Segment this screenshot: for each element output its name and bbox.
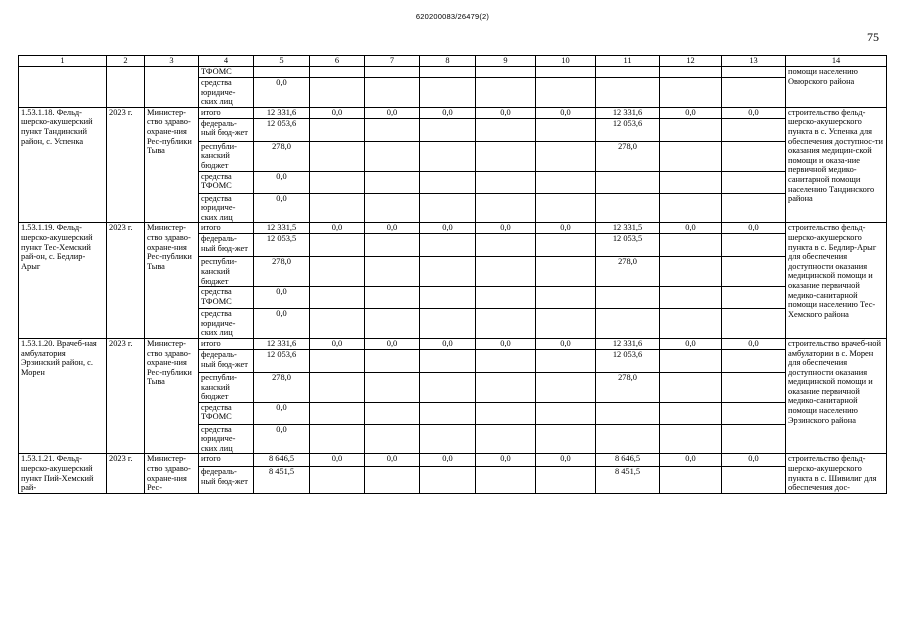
- value-cell: [660, 118, 722, 141]
- value-cell: 0,0: [722, 338, 786, 349]
- value-cell: [476, 78, 536, 108]
- value-cell: [420, 193, 476, 223]
- value-cell: 12 331,5: [254, 223, 310, 234]
- value-cell: [596, 193, 660, 223]
- value-cell: 0,0: [420, 107, 476, 118]
- empty-cell: [107, 67, 145, 108]
- funding-source: средства ТФОМС: [199, 402, 254, 424]
- funding-source: республи-канский бюджет: [199, 372, 254, 402]
- value-cell: [722, 257, 786, 287]
- value-cell: [536, 372, 596, 402]
- table-row: [19, 67, 887, 78]
- value-cell: [420, 141, 476, 171]
- column-header: 13: [722, 56, 786, 67]
- year-cell: 2023 г.: [107, 454, 145, 493]
- value-cell: [310, 234, 365, 257]
- column-header: 10: [536, 56, 596, 67]
- value-cell: [420, 309, 476, 339]
- value-cell: [420, 424, 476, 454]
- value-cell: 8 451,5: [596, 467, 660, 494]
- funding-source: итого: [199, 338, 254, 349]
- value-cell: 278,0: [596, 257, 660, 287]
- value-cell: [310, 78, 365, 108]
- funding-source: федераль-ный бюд-жет: [199, 467, 254, 494]
- value-cell: [660, 402, 722, 424]
- column-header: 2: [107, 56, 145, 67]
- funding-source: федераль-ный бюд-жет: [199, 118, 254, 141]
- value-cell: [310, 67, 365, 78]
- value-cell: 0,0: [722, 107, 786, 118]
- value-cell: 12 331,6: [254, 338, 310, 349]
- value-cell: [365, 67, 420, 78]
- value-cell: 0,0: [310, 338, 365, 349]
- value-cell: [420, 467, 476, 494]
- funding-source: средства юридиче-ских лиц: [199, 424, 254, 454]
- value-cell: [722, 372, 786, 402]
- column-header: 7: [365, 56, 420, 67]
- table-row: [19, 338, 887, 349]
- value-cell: 12 331,5: [596, 223, 660, 234]
- value-cell: [365, 234, 420, 257]
- value-cell: [722, 141, 786, 171]
- value-cell: [660, 372, 722, 402]
- value-cell: 8 646,5: [254, 454, 310, 467]
- funding-source: средства юридиче-ских лиц: [199, 193, 254, 223]
- value-cell: [476, 424, 536, 454]
- value-cell: [476, 349, 536, 372]
- value-cell: [660, 234, 722, 257]
- value-cell: [310, 193, 365, 223]
- value-cell: 0,0: [476, 338, 536, 349]
- executor-cell: Министер-ство здраво-охране-ния Рес-публики Тыва: [145, 338, 199, 454]
- table-header: [19, 56, 887, 67]
- value-cell: 12 053,6: [254, 349, 310, 372]
- value-cell: [596, 171, 660, 193]
- value-cell: [536, 467, 596, 494]
- value-cell: [660, 193, 722, 223]
- funding-source: ТФОМС: [199, 67, 254, 78]
- value-cell: 0,0: [365, 107, 420, 118]
- value-cell: [476, 287, 536, 309]
- funding-source: федераль-ный бюд-жет: [199, 234, 254, 257]
- funding-source: средства ТФОМС: [199, 171, 254, 193]
- executor-cell: Министер-ство здраво-охране-ния Рес-публики Тыва: [145, 223, 199, 339]
- value-cell: [596, 424, 660, 454]
- value-cell: [536, 349, 596, 372]
- value-cell: [365, 257, 420, 287]
- value-cell: 8 646,5: [596, 454, 660, 467]
- value-cell: [476, 118, 536, 141]
- value-cell: 0,0: [365, 223, 420, 234]
- value-cell: [310, 171, 365, 193]
- funding-source: итого: [199, 223, 254, 234]
- value-cell: [365, 309, 420, 339]
- value-cell: [310, 287, 365, 309]
- value-cell: 12 053,5: [596, 234, 660, 257]
- value-cell: 0,0: [536, 223, 596, 234]
- value-cell: [536, 424, 596, 454]
- value-cell: [536, 78, 596, 108]
- activity-name: 1.53.1.18. Фельд-шерско-акушерский пункт Тандинский район, с. Успенка: [19, 107, 107, 223]
- column-header: 8: [420, 56, 476, 67]
- value-cell: 12 053,6: [254, 118, 310, 141]
- value-cell: [420, 402, 476, 424]
- value-cell: 0,0: [310, 223, 365, 234]
- value-cell: [660, 287, 722, 309]
- value-cell: [536, 402, 596, 424]
- value-cell: [420, 372, 476, 402]
- value-cell: [722, 234, 786, 257]
- value-cell: 0,0: [722, 454, 786, 467]
- result-note: строительство фельд-шерско-акушерского пункта в с. Шивилиг для обеспечения дос-: [786, 454, 887, 493]
- document-code: 620200083/26479(2): [415, 12, 490, 21]
- value-cell: [420, 257, 476, 287]
- value-cell: 0,0: [254, 402, 310, 424]
- value-cell: [476, 234, 536, 257]
- value-cell: [660, 349, 722, 372]
- activity-name: 1.53.1.19. Фельд-шерско-акушерский пункт Тес-Хемский рай-он, с. Бедлир-Арыг: [19, 223, 107, 339]
- value-cell: [660, 257, 722, 287]
- value-cell: 278,0: [254, 141, 310, 171]
- value-cell: [660, 78, 722, 108]
- value-cell: [365, 171, 420, 193]
- value-cell: [596, 309, 660, 339]
- value-cell: 12 331,6: [596, 107, 660, 118]
- value-cell: [365, 467, 420, 494]
- value-cell: 12 053,5: [254, 234, 310, 257]
- value-cell: [365, 372, 420, 402]
- value-cell: 0,0: [660, 454, 722, 467]
- value-cell: 0,0: [420, 338, 476, 349]
- activity-name: 1.53.1.21. Фельд-шерско-акушерский пункт Пий-Хемский рай-: [19, 454, 107, 493]
- value-cell: [420, 349, 476, 372]
- value-cell: [536, 287, 596, 309]
- value-cell: [596, 78, 660, 108]
- column-header: 1: [19, 56, 107, 67]
- value-cell: [722, 171, 786, 193]
- value-cell: 12 053,6: [596, 349, 660, 372]
- value-cell: [596, 287, 660, 309]
- value-cell: 0,0: [420, 454, 476, 467]
- value-cell: [365, 424, 420, 454]
- result-note: строительство фельд-шерско-акушерского пункта в с. Успенка для обеспечения доступнос-ти оказания медицин-ской помощи и оказа-ние первичной медико-санитарной помощи населению Тандинского района: [786, 107, 887, 223]
- value-cell: [722, 193, 786, 223]
- funding-source: республи-канский бюджет: [199, 141, 254, 171]
- page-number: 75: [867, 30, 879, 44]
- table-row: [19, 107, 887, 118]
- value-cell: [310, 349, 365, 372]
- budget-table: [18, 55, 887, 494]
- value-cell: [536, 171, 596, 193]
- table-row: [19, 454, 887, 467]
- value-cell: [365, 141, 420, 171]
- value-cell: [536, 309, 596, 339]
- value-cell: [310, 402, 365, 424]
- funding-source: республи-канский бюджет: [199, 257, 254, 287]
- value-cell: [660, 424, 722, 454]
- value-cell: 0,0: [254, 193, 310, 223]
- value-cell: 0,0: [476, 107, 536, 118]
- value-cell: 0,0: [254, 287, 310, 309]
- value-cell: 0,0: [310, 107, 365, 118]
- year-cell: 2023 г.: [107, 338, 145, 454]
- value-cell: [365, 193, 420, 223]
- value-cell: 12 053,6: [596, 118, 660, 141]
- value-cell: [420, 67, 476, 78]
- value-cell: 0,0: [476, 454, 536, 467]
- activity-name: 1.53.1.20. Врачеб-ная амбулатория Эрзинский район, с. Морен: [19, 338, 107, 454]
- value-cell: [365, 402, 420, 424]
- funding-source: федераль-ный бюд-жет: [199, 349, 254, 372]
- value-cell: 0,0: [254, 424, 310, 454]
- column-header: 12: [660, 56, 722, 67]
- value-cell: [310, 118, 365, 141]
- value-cell: [536, 193, 596, 223]
- value-cell: [660, 467, 722, 494]
- value-cell: [365, 349, 420, 372]
- value-cell: [476, 171, 536, 193]
- value-cell: [310, 309, 365, 339]
- executor-cell: Министер-ство здраво-охране-ния Рес-публики Тыва: [145, 107, 199, 223]
- value-cell: [722, 67, 786, 78]
- value-cell: [596, 402, 660, 424]
- value-cell: [536, 141, 596, 171]
- value-cell: [722, 402, 786, 424]
- value-cell: [660, 171, 722, 193]
- value-cell: [536, 67, 596, 78]
- value-cell: [476, 309, 536, 339]
- value-cell: 278,0: [596, 141, 660, 171]
- value-cell: [660, 141, 722, 171]
- funding-source: средства юридиче-ских лиц: [199, 78, 254, 108]
- value-cell: [722, 424, 786, 454]
- value-cell: 278,0: [596, 372, 660, 402]
- empty-cell: [19, 67, 107, 108]
- column-header: 11: [596, 56, 660, 67]
- column-header: 9: [476, 56, 536, 67]
- value-cell: [536, 234, 596, 257]
- value-cell: [310, 372, 365, 402]
- funding-source: средства ТФОМС: [199, 287, 254, 309]
- value-cell: [420, 234, 476, 257]
- result-note: строительство врачеб-ной амбулатории в с. Морен для обеспечения доступности оказания медицинской помощи и оказание первичной медико-санитарной помощи населению Эрзинского района: [786, 338, 887, 454]
- value-cell: 12 331,6: [596, 338, 660, 349]
- value-cell: [310, 141, 365, 171]
- value-cell: [722, 349, 786, 372]
- column-header: 3: [145, 56, 199, 67]
- value-cell: 12 331,6: [254, 107, 310, 118]
- value-cell: 0,0: [310, 454, 365, 467]
- value-cell: [476, 193, 536, 223]
- result-note: помощи населению Овюрского района: [786, 67, 887, 108]
- value-cell: [596, 67, 660, 78]
- value-cell: [365, 118, 420, 141]
- value-cell: 0,0: [722, 223, 786, 234]
- value-cell: 278,0: [254, 257, 310, 287]
- value-cell: 0,0: [536, 338, 596, 349]
- value-cell: [310, 424, 365, 454]
- value-cell: 0,0: [254, 171, 310, 193]
- value-cell: [476, 402, 536, 424]
- value-cell: [536, 257, 596, 287]
- value-cell: [420, 171, 476, 193]
- funding-source: средства юридиче-ских лиц: [199, 309, 254, 339]
- value-cell: 0,0: [254, 78, 310, 108]
- value-cell: 0,0: [476, 223, 536, 234]
- year-cell: 2023 г.: [107, 223, 145, 339]
- year-cell: 2023 г.: [107, 107, 145, 223]
- column-header: 6: [310, 56, 365, 67]
- empty-cell: [145, 67, 199, 108]
- value-cell: [310, 467, 365, 494]
- value-cell: [476, 141, 536, 171]
- column-header: 4: [199, 56, 254, 67]
- funding-source: итого: [199, 454, 254, 467]
- value-cell: 0,0: [660, 107, 722, 118]
- value-cell: [310, 257, 365, 287]
- value-cell: 8 451,5: [254, 467, 310, 494]
- funding-source: итого: [199, 107, 254, 118]
- table-body: [19, 67, 887, 494]
- value-cell: [476, 257, 536, 287]
- result-note: строительство фельд-шерско-акушерского пункта в с. Бедлир-Арыг для обеспечения доступности оказания медицинской помощи и оказание первичной медико-санитарной помощи населению Тес-Хемского района: [786, 223, 887, 339]
- value-cell: [476, 67, 536, 78]
- value-cell: 0,0: [254, 309, 310, 339]
- value-cell: 278,0: [254, 372, 310, 402]
- value-cell: 0,0: [420, 223, 476, 234]
- value-cell: [722, 78, 786, 108]
- table-row: [19, 223, 887, 234]
- value-cell: 0,0: [536, 454, 596, 467]
- value-cell: 0,0: [365, 338, 420, 349]
- value-cell: [660, 309, 722, 339]
- value-cell: [722, 467, 786, 494]
- value-cell: [722, 118, 786, 141]
- value-cell: [536, 118, 596, 141]
- value-cell: 0,0: [660, 223, 722, 234]
- value-cell: [420, 118, 476, 141]
- value-cell: [365, 287, 420, 309]
- value-cell: [722, 309, 786, 339]
- value-cell: [660, 67, 722, 78]
- value-cell: 0,0: [536, 107, 596, 118]
- column-header: 14: [786, 56, 887, 67]
- value-cell: [365, 78, 420, 108]
- value-cell: 0,0: [660, 338, 722, 349]
- value-cell: 0,0: [365, 454, 420, 467]
- value-cell: [476, 372, 536, 402]
- value-cell: [254, 67, 310, 78]
- value-cell: [476, 467, 536, 494]
- value-cell: [722, 287, 786, 309]
- value-cell: [420, 287, 476, 309]
- column-header: 5: [254, 56, 310, 67]
- value-cell: [420, 78, 476, 108]
- executor-cell: Министер-ство здраво-охране-ния Рес-: [145, 454, 199, 493]
